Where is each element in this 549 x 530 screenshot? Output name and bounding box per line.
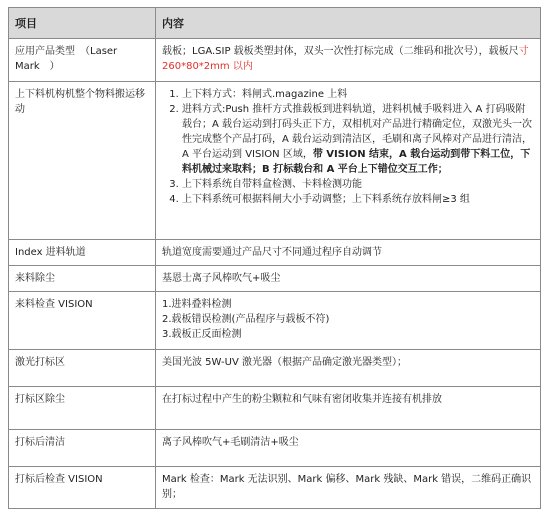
table-row [9, 467, 541, 509]
row-content: Mark 检查：Mark 无法识别、Mark 偏移、Mark 残缺、Mark 错误，二维码正确识别； [156, 467, 541, 509]
list-item: 1. 上下料方式：料闸式.magazine 上料 [182, 87, 534, 102]
table-row [9, 39, 541, 82]
row-content [156, 82, 541, 240]
check-line: 2.载板错误检测(产品程序与载板不符) [162, 314, 330, 325]
numbered-list [162, 87, 534, 207]
row-label: 打标区除尘 [9, 387, 156, 430]
table-row [9, 430, 541, 467]
row-content: 美国光波 5W-UV 激光器（根据产品确定激光器类型）； [156, 350, 541, 387]
row-label: 来料除尘 [9, 266, 156, 292]
row-label: 打标后清洁 [9, 430, 156, 467]
row-label: 上下料机构机整个物料搬运移动 [9, 82, 156, 240]
row-label: 激光打标区 [9, 350, 156, 387]
table-header-row [9, 8, 541, 39]
table-row [9, 82, 541, 240]
check-line: 3.载板正反面检测 [162, 329, 242, 340]
row-content: 离子风棒吹气+毛刷清洁+吸尘 [156, 430, 541, 467]
row-content [156, 39, 541, 82]
list-item: 4. 上下料系统可根据料闸大小手动调整；上下料系统存放料闸≥3 组 [182, 192, 534, 207]
row-label: 打标后检查 VISION [9, 467, 156, 509]
list-item: 2. 进料方式:Push 推杆方式推载板到进料轨道，进料机械手吸料进入 A 打码吸附载台；A 载台运动到打码头正下方，双相机对产品进行精确定位，双激光头一次性完成整个产品打码，A 载台运动到清洁区，毛刷和离子风棒对产品进行清洁，A 平台运动到 VISION 区域，带 VISION 结束，A 载台运动到带下料工位，下料机械过来取料；B 打标载台和 A 平台上下错位交互工作； [182, 102, 534, 177]
row-content: 基恩士离子风棒吹气+吸尘 [156, 266, 541, 292]
row-content [156, 292, 541, 350]
header-content: 内容 [156, 8, 541, 39]
table-row [9, 350, 541, 387]
header-item: 项目 [9, 8, 156, 39]
content-text: 载板；LGA.SIP 载板类塑封体，双头一次性打标完成（二维码和批次号），载板尺 [162, 46, 519, 57]
content-red-text: 寸 260*80*2mm 以内 [162, 46, 529, 72]
table-row [9, 292, 541, 350]
row-label: 来料检查 VISION [9, 292, 156, 350]
row-content: 在打标过程中产生的粉尘颗粒和气味有密闭收集并连接有机排放 [156, 387, 541, 430]
list-item: 3. 上下料系统自带料盒检测、卡料检测功能 [182, 177, 534, 192]
table-row [9, 266, 541, 292]
check-line: 1.进料叠料检测 [162, 299, 232, 310]
table-row [9, 240, 541, 266]
spec-table [8, 7, 541, 509]
row-content: 轨道宽度需要通过产品尺寸不同通过程序自动调节 [156, 240, 541, 266]
row-label: 应用产品类型 （Laser Mark ） [9, 39, 156, 82]
row-label: Index 进料轨道 [9, 240, 156, 266]
table-row [9, 387, 541, 430]
bold-text: 带 VISION 结束，A 载台运动到带下料工位，下料机械过来取料；B 打标载台和 A 平台上下错位交互工作； [182, 149, 531, 175]
